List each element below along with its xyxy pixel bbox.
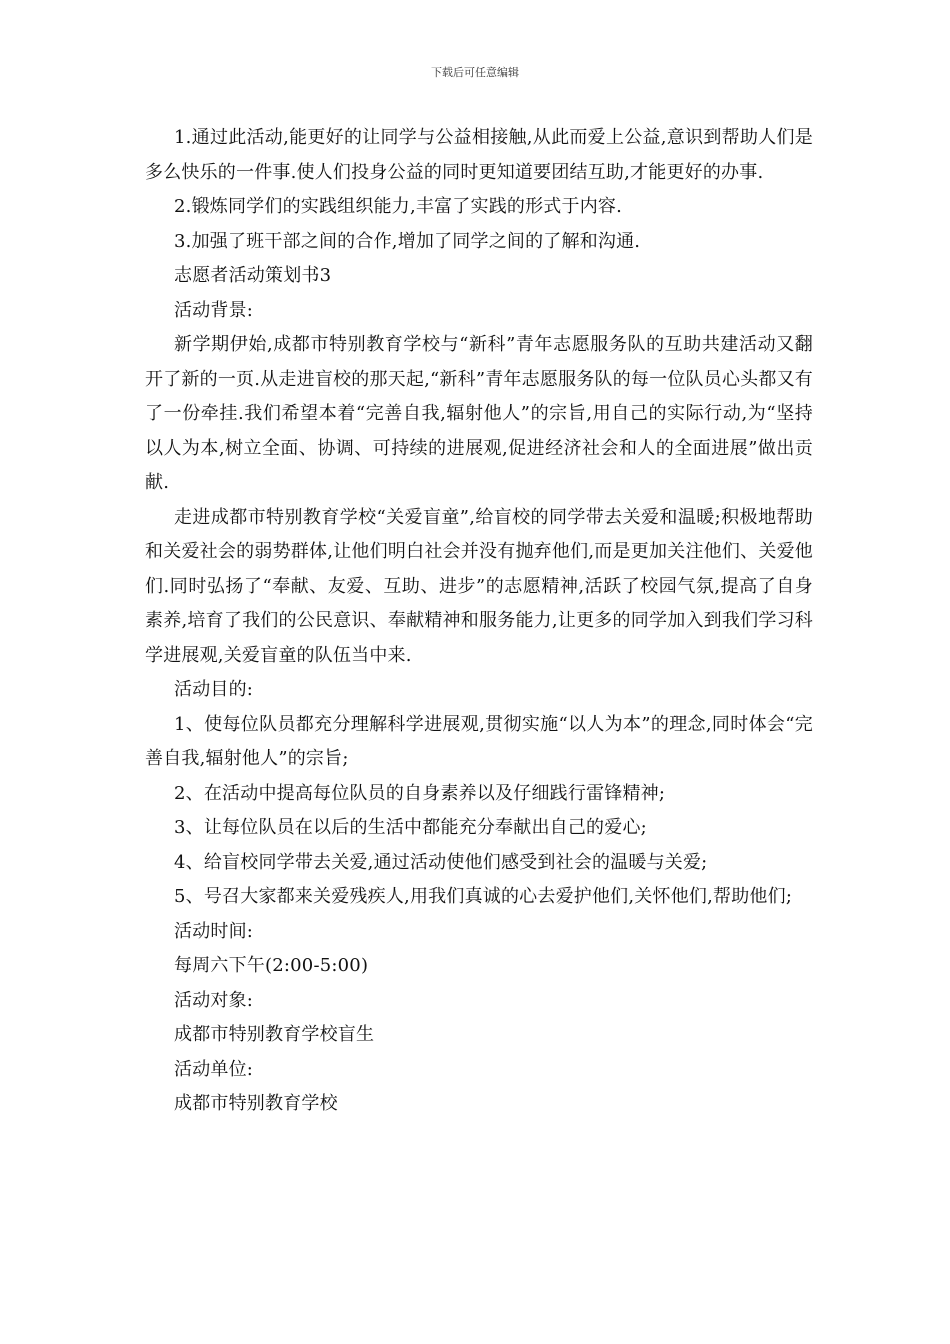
target-value: 成都市特别教育学校盲生 [174, 1024, 375, 1045]
purpose-item-3: 3、让每位队员在以后的生活中都能充分奉献出自己的爱心; [174, 817, 647, 838]
heading-target: 活动对象: [174, 989, 254, 1011]
section-title: 志愿者活动策划书3 [174, 265, 332, 286]
page-header: 下载后可任意编辑 [431, 66, 519, 79]
heading-purpose: 活动目的: [174, 679, 254, 700]
heading-background: 活动背景: [174, 299, 254, 321]
paragraph-background-2: 走进成都市特别教育学校“关爱盲童”,给盲校的同学带去关爱和温暖;积极地帮助和关爱社会的弱势群体,让他们明白社会并没有抛弃他们,而是更加关注他们、关爱他们.同时弘扬了“奉献、友爱、互助、进步”的志愿精神,活跃了校园气氛,提高了自身素养,培育了我们的公民意识、奉献精神和服务能力,让更多的同学加入到我们学习科学进展观,关爱盲童的队伍当中来. [145, 506, 813, 666]
purpose-item-4: 4、给盲校同学带去关爱,通过活动使他们感受到社会的温暖与关爱; [174, 851, 708, 873]
heading-time: 活动时间: [174, 920, 254, 942]
purpose-item-5: 5、号召大家都来关爱残疾人,用我们真诚的心去爱护他们,关怀他们,帮助他们; [174, 886, 793, 907]
paragraph-benefit-3: 3.加强了班干部之间的合作,增加了同学之间的了解和沟通. [174, 230, 641, 252]
purpose-item-2: 2、在活动中提高每位队员的自身素养以及仔细践行雷锋精神; [174, 782, 666, 804]
heading-unit: 活动单位: [174, 1058, 254, 1080]
purpose-item-1: 1、使每位队员都充分理解科学进展观,贯彻实施“以人为本”的理念,同时体会“完善自我,辐射他人”的宗旨; [145, 713, 813, 769]
unit-value: 成都市特别教育学校 [174, 1093, 338, 1114]
paragraph-benefit-1: 1.通过此活动,能更好的让同学与公益相接触,从此而爱上公益,意识到帮助人们是多么快乐的一件事.使人们投身公益的同时更知道要团结互助,才能更好的办事. [145, 127, 813, 183]
paragraph-background-1: 新学期伊始,成都市特别教育学校与“新科”青年志愿服务队的互助共建活动又翻开了新的一页.从走进盲校的那天起,“新科”青年志愿服务队的每一位队员心头都又有了一份牵挂.我们希望本着“完善自我,辐射他人”的宗旨,用自己的实际行动,为“坚持以人为本,树立全面、协调、可持续的进展观,促进经济社会和人的全面进展”做出贡献. [145, 334, 813, 493]
time-value: 每周六下午(2:00-5:00) [174, 955, 369, 976]
document-body [145, 121, 813, 1122]
paragraph-benefit-2: 2.锻炼同学们的实践组织能力,丰富了实践的形式于内容. [174, 196, 623, 217]
